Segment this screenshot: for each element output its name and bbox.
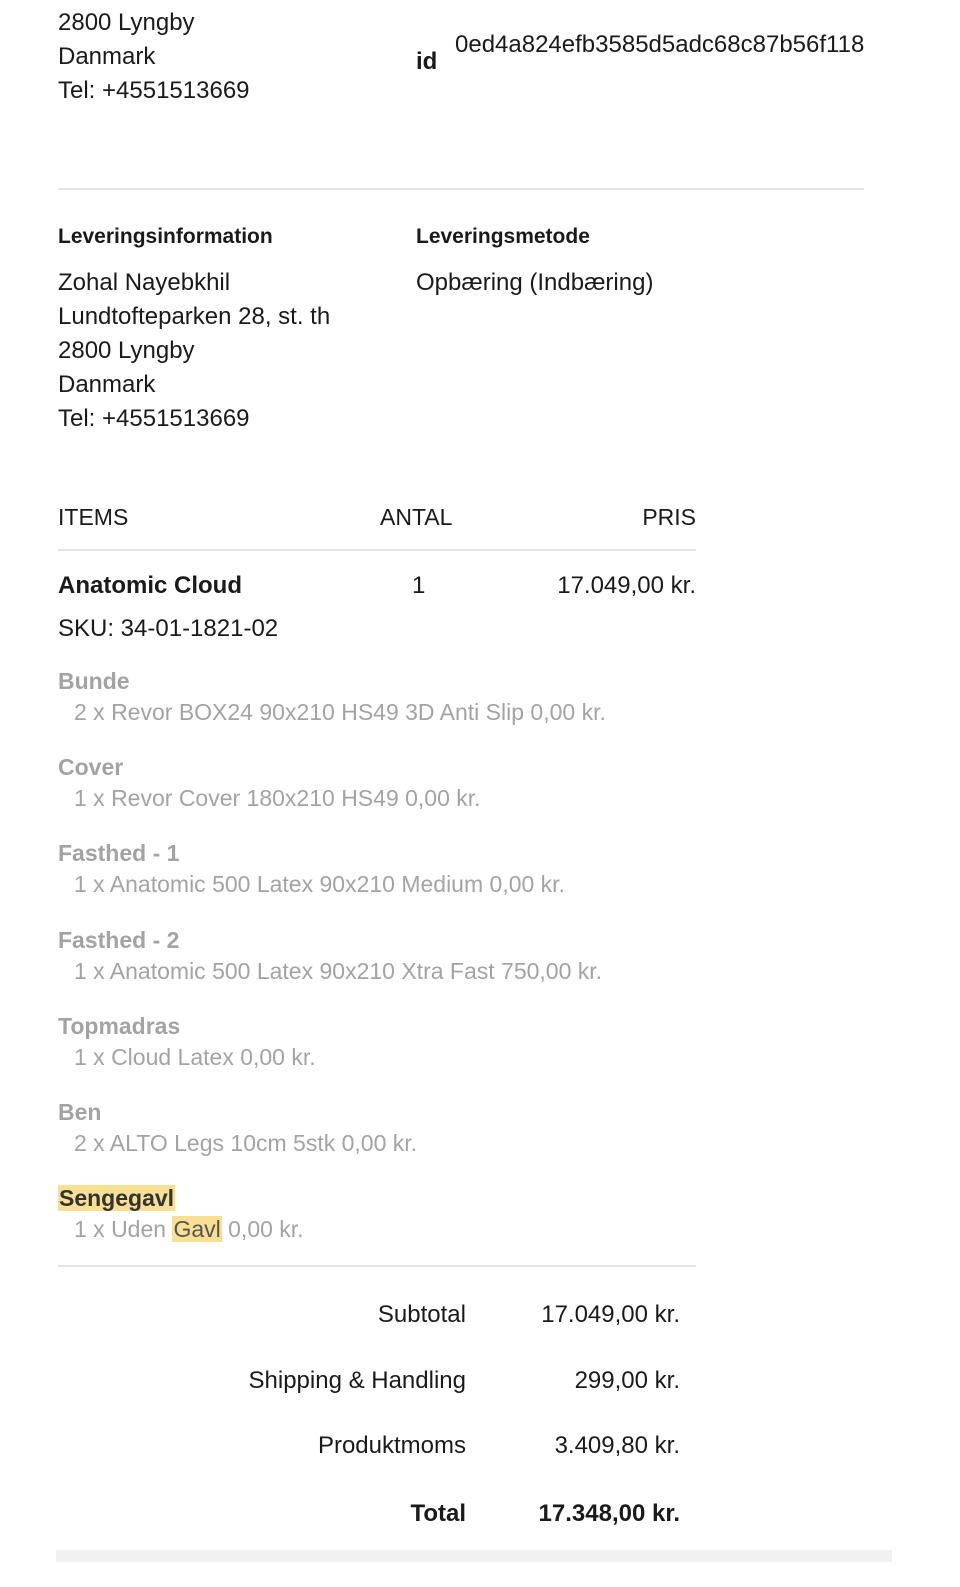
option-title: Bunde bbox=[58, 668, 130, 694]
table-header-divider bbox=[58, 549, 696, 551]
delivery-name: Zohal Nayebkhil bbox=[58, 269, 231, 296]
delivery-country: Danmark bbox=[58, 371, 156, 398]
product-name: Anatomic Cloud bbox=[58, 572, 242, 599]
delivery-city: 2800 Lyngby bbox=[58, 337, 195, 364]
product-option bbox=[58, 1011, 758, 1073]
option-title: Ben bbox=[58, 1099, 102, 1125]
option-title bbox=[58, 1183, 758, 1213]
option-line: 1 x Anatomic 500 Latex 90x210 Xtra Fast 750,00 kr. bbox=[74, 958, 603, 984]
shipping-value: 299,00 kr. bbox=[574, 1367, 680, 1394]
product-option bbox=[58, 838, 758, 900]
total-label: Total bbox=[410, 1500, 466, 1527]
delivery-info-heading: Leveringsinformation bbox=[58, 225, 273, 248]
delivery-phone: Tel: +4551513669 bbox=[58, 405, 250, 432]
option-line-prefix: 1 x Uden bbox=[74, 1216, 173, 1242]
order-id-label: id bbox=[416, 48, 438, 75]
items-column-header: ITEMS bbox=[58, 504, 129, 530]
order-id-value: 0ed4a824efb3585d5adc68c87b56f118 bbox=[455, 31, 865, 58]
option-line bbox=[58, 1213, 758, 1245]
option-title: Cover bbox=[58, 754, 124, 780]
option-line: 2 x ALTO Legs 10cm 5stk 0,00 kr. bbox=[74, 1130, 418, 1156]
product-option bbox=[58, 666, 758, 728]
vat-label: Produktmoms bbox=[317, 1432, 466, 1459]
product-option-highlighted bbox=[58, 1183, 758, 1245]
qty-column-header: ANTAL bbox=[380, 504, 453, 530]
section-divider bbox=[58, 188, 864, 190]
total-value: 17.348,00 kr. bbox=[538, 1500, 680, 1527]
shipping-label: Shipping & Handling bbox=[248, 1367, 466, 1394]
option-line: 1 x Revor Cover 180x210 HS49 0,00 kr. bbox=[74, 785, 481, 811]
billing-city: 2800 Lyngby bbox=[58, 9, 195, 36]
search-highlight: Sengegavl bbox=[59, 1185, 175, 1211]
delivery-street: Lundtofteparken 28, st. th bbox=[58, 303, 331, 330]
option-title: Fasthed - 1 bbox=[58, 840, 180, 866]
billing-country: Danmark bbox=[58, 43, 156, 70]
subtotal-value: 17.049,00 kr. bbox=[541, 1301, 680, 1328]
option-line: 1 x Anatomic 500 Latex 90x210 Medium 0,00 kr. bbox=[74, 871, 565, 897]
option-line-suffix: 0,00 kr. bbox=[221, 1216, 304, 1242]
subtotal-label: Subtotal bbox=[377, 1301, 466, 1328]
option-title: Fasthed - 2 bbox=[58, 927, 180, 953]
footer-bar bbox=[56, 1550, 892, 1562]
product-option bbox=[58, 1097, 758, 1159]
delivery-method-heading: Leveringsmetode bbox=[416, 225, 590, 248]
product-option bbox=[58, 752, 758, 814]
vat-value: 3.409,80 kr. bbox=[554, 1432, 680, 1459]
price-column-header: PRIS bbox=[642, 504, 696, 530]
billing-phone: Tel: +4551513669 bbox=[58, 77, 250, 104]
product-option bbox=[58, 925, 758, 987]
product-price: 17.049,00 kr. bbox=[557, 572, 696, 599]
product-sku: SKU: 34-01-1821-02 bbox=[58, 615, 279, 642]
delivery-method-value: Opbæring (Indbæring) bbox=[416, 269, 654, 296]
option-line: 1 x Cloud Latex 0,00 kr. bbox=[74, 1044, 316, 1070]
option-title: Topmadras bbox=[58, 1013, 181, 1039]
product-qty: 1 bbox=[412, 572, 426, 599]
option-line: 2 x Revor BOX24 90x210 HS49 3D Anti Slip 0,00 kr. bbox=[74, 699, 606, 725]
items-footer-divider bbox=[58, 1265, 696, 1267]
search-highlight: Gavl bbox=[173, 1216, 221, 1242]
